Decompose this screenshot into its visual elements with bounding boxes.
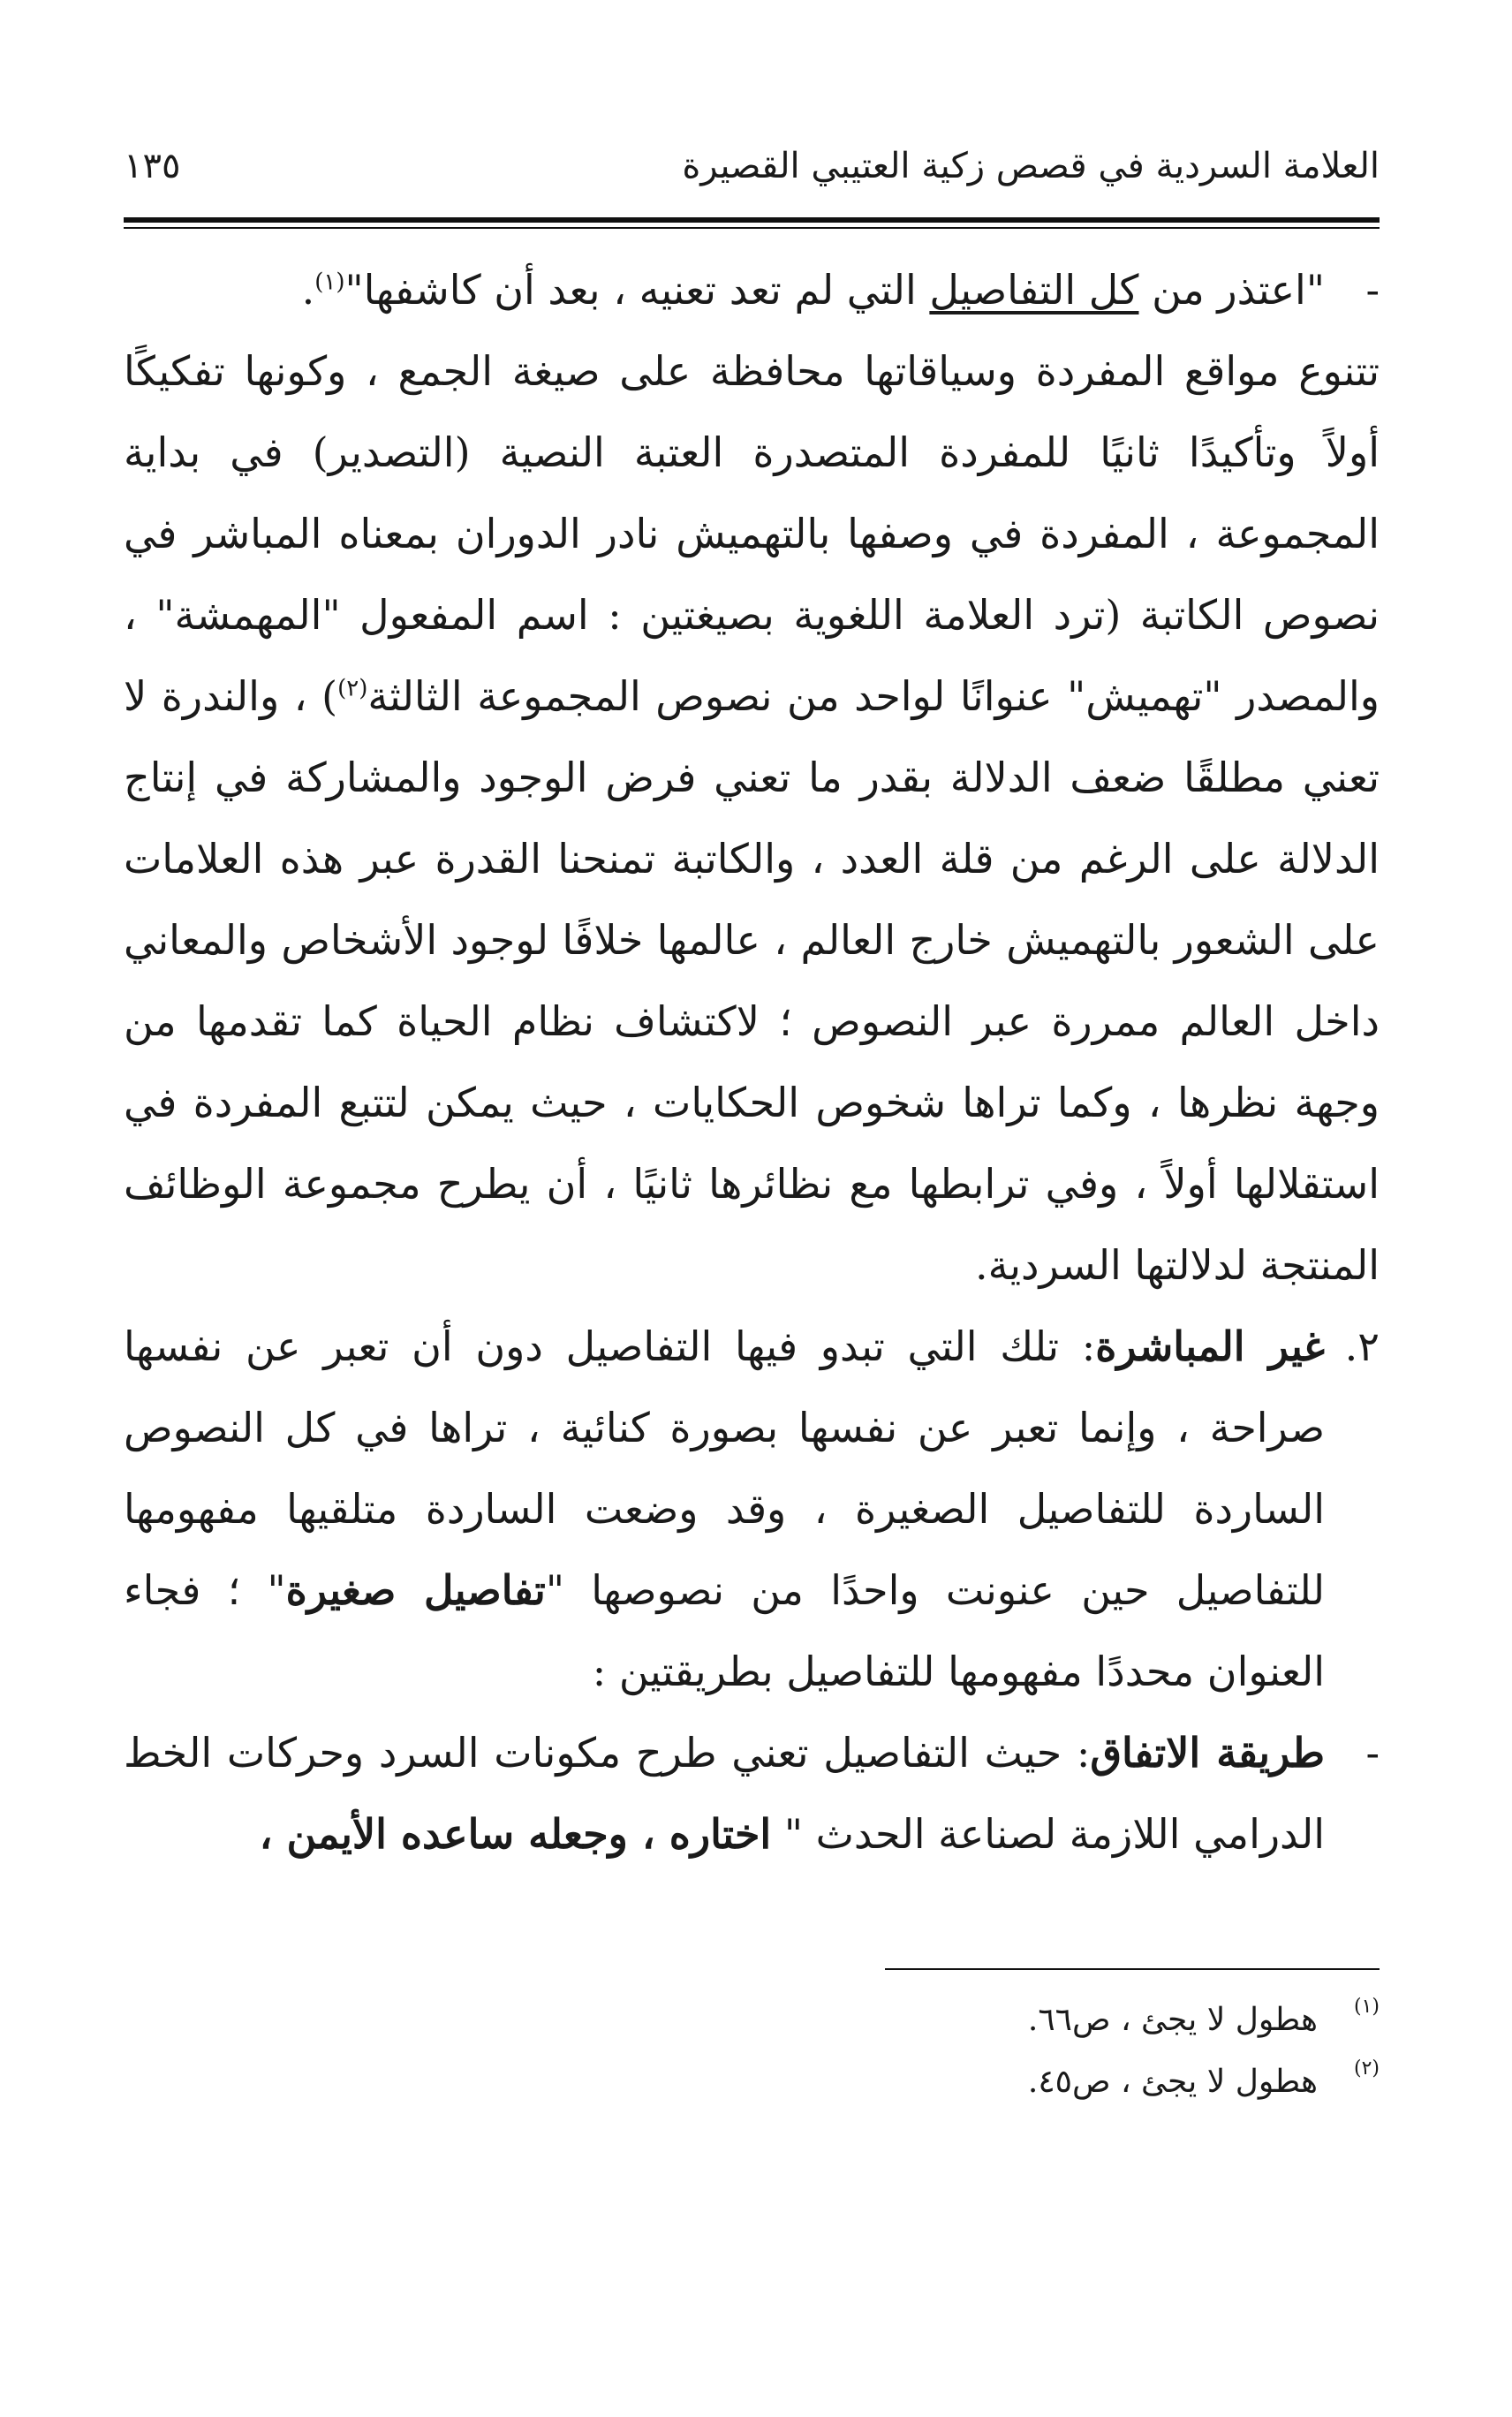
footnote-number: (٢) (1353, 2057, 1380, 2080)
footnotes (795, 1989, 1380, 2113)
footnote-text: هطول لا يجئ ، ص٤٥. (1027, 2064, 1318, 2100)
dash-marker: - (1365, 1729, 1380, 1777)
item2-bold-title: تفاصيل صغيرة (285, 1566, 546, 1614)
item2-term: غير المباشرة (1095, 1322, 1325, 1370)
footnote-ref-1: (١) (314, 269, 345, 296)
header-rule-thick (124, 217, 1380, 223)
method-item (124, 1712, 1380, 1875)
quote-text (124, 249, 1325, 330)
footnote-number: (١) (1353, 1996, 1380, 2018)
quote-item (124, 249, 1380, 330)
quote-end: . (301, 266, 315, 314)
footnote-text: هطول لا يجئ ، ص٦٦. (1027, 2002, 1318, 2038)
footnote-2 (795, 2051, 1380, 2113)
method-text (124, 1712, 1325, 1875)
quote-after: التي لم تعد تعنيه ، بعد أن كاشفها" (344, 266, 930, 314)
method-bold-end: اختاره ، وجعله ساعده الأيمن ، (259, 1810, 772, 1858)
footnote-ref-2: (٢) (337, 675, 368, 702)
method-text-1: : حيث التفاصيل تعني طرح مكونات السرد وحركات الخط الدرامي اللازمة لصناعة الحدث " (124, 1729, 1325, 1858)
main-paragraph (124, 330, 1380, 1306)
item2-text (124, 1306, 1325, 1712)
paragraph-part-1: تتنوع مواقع المفردة وسياقاتها محافظة على صيغة الجمع ، وكونها تفكيكًا أولاً وتأكيدًا ثانيًا للمفردة المتصدرة العتبة النصية (التصدير) في بداية المجموعة ، المفردة في وصفها بالتهميش نادر الدوران بمعناه المباشر في نصوص الكاتبة (ترد العلامة اللغوية بصيغتين : اسم المفعول "المهمشة" ، والمصدر "تهميش" عنوانًا لواحد من نصوص المجموعة الثالثة (124, 347, 1380, 720)
footnote-1 (795, 1989, 1380, 2051)
footnote-rule (885, 1968, 1380, 1970)
item2-text-1: : تلك التي تبدو فيها التفاصيل دون أن تعبر عن نفسها صراحة ، وإنما تعبر عن نفسها بصورة كنائية ، تراها في كل النصوص الساردة للتفاصيل الصغيرة ، وقد وضعت الساردة متلقيها مفهومها للتفاصيل حين عنونت واحدًا من نصوصها " (124, 1322, 1325, 1614)
underlined-phrase: كل التفاصيل (929, 266, 1139, 314)
dash-marker: - (1365, 266, 1380, 314)
running-title: العلامة السردية في قصص زكية العتيبي القصيرة (682, 146, 1380, 186)
paragraph-part-2: ) ، والندرة لا تعني مطلقًا ضعف الدلالة بقدر ما تعني فرض الوجود والمشاركة في إنتاج الدلالة على الرغم من قلة العدد ، والكاتبة تمنحنا القدرة عبر هذه العلامات على الشعور بالتهميش خارج العالم ، عالمها خلافًا لوجود الأشخاص والمعاني داخل العالم ممررة عبر النصوص ؛ لاكتشاف نظام الحياة كما تقدمها من وجهة نظرها ، وكما تراها شخوص الحكايات ، حيث يمكن لتتبع المفردة في استقلالها أولاً ، وفي ترابطها مع نظائرها ثانيًا ، أن يطرح مجموعة الوظائف المنتجة لدلالتها السردية. (124, 672, 1380, 1289)
quote-before: "اعتذر من (1138, 266, 1325, 314)
page-number: ١٣٥ (124, 146, 181, 186)
item-number: ٢. (1344, 1322, 1380, 1370)
method-term: طريقة الاتفاق (1090, 1729, 1325, 1777)
item2-text-2: " ؛ فجاء العنوان محددًا مفهومها للتفاصيل بطريقتين : (124, 1566, 1325, 1695)
header-rule-thin (124, 227, 1380, 229)
running-header (124, 146, 1380, 208)
body-text (124, 249, 1380, 1998)
numbered-item-2 (124, 1306, 1380, 1712)
